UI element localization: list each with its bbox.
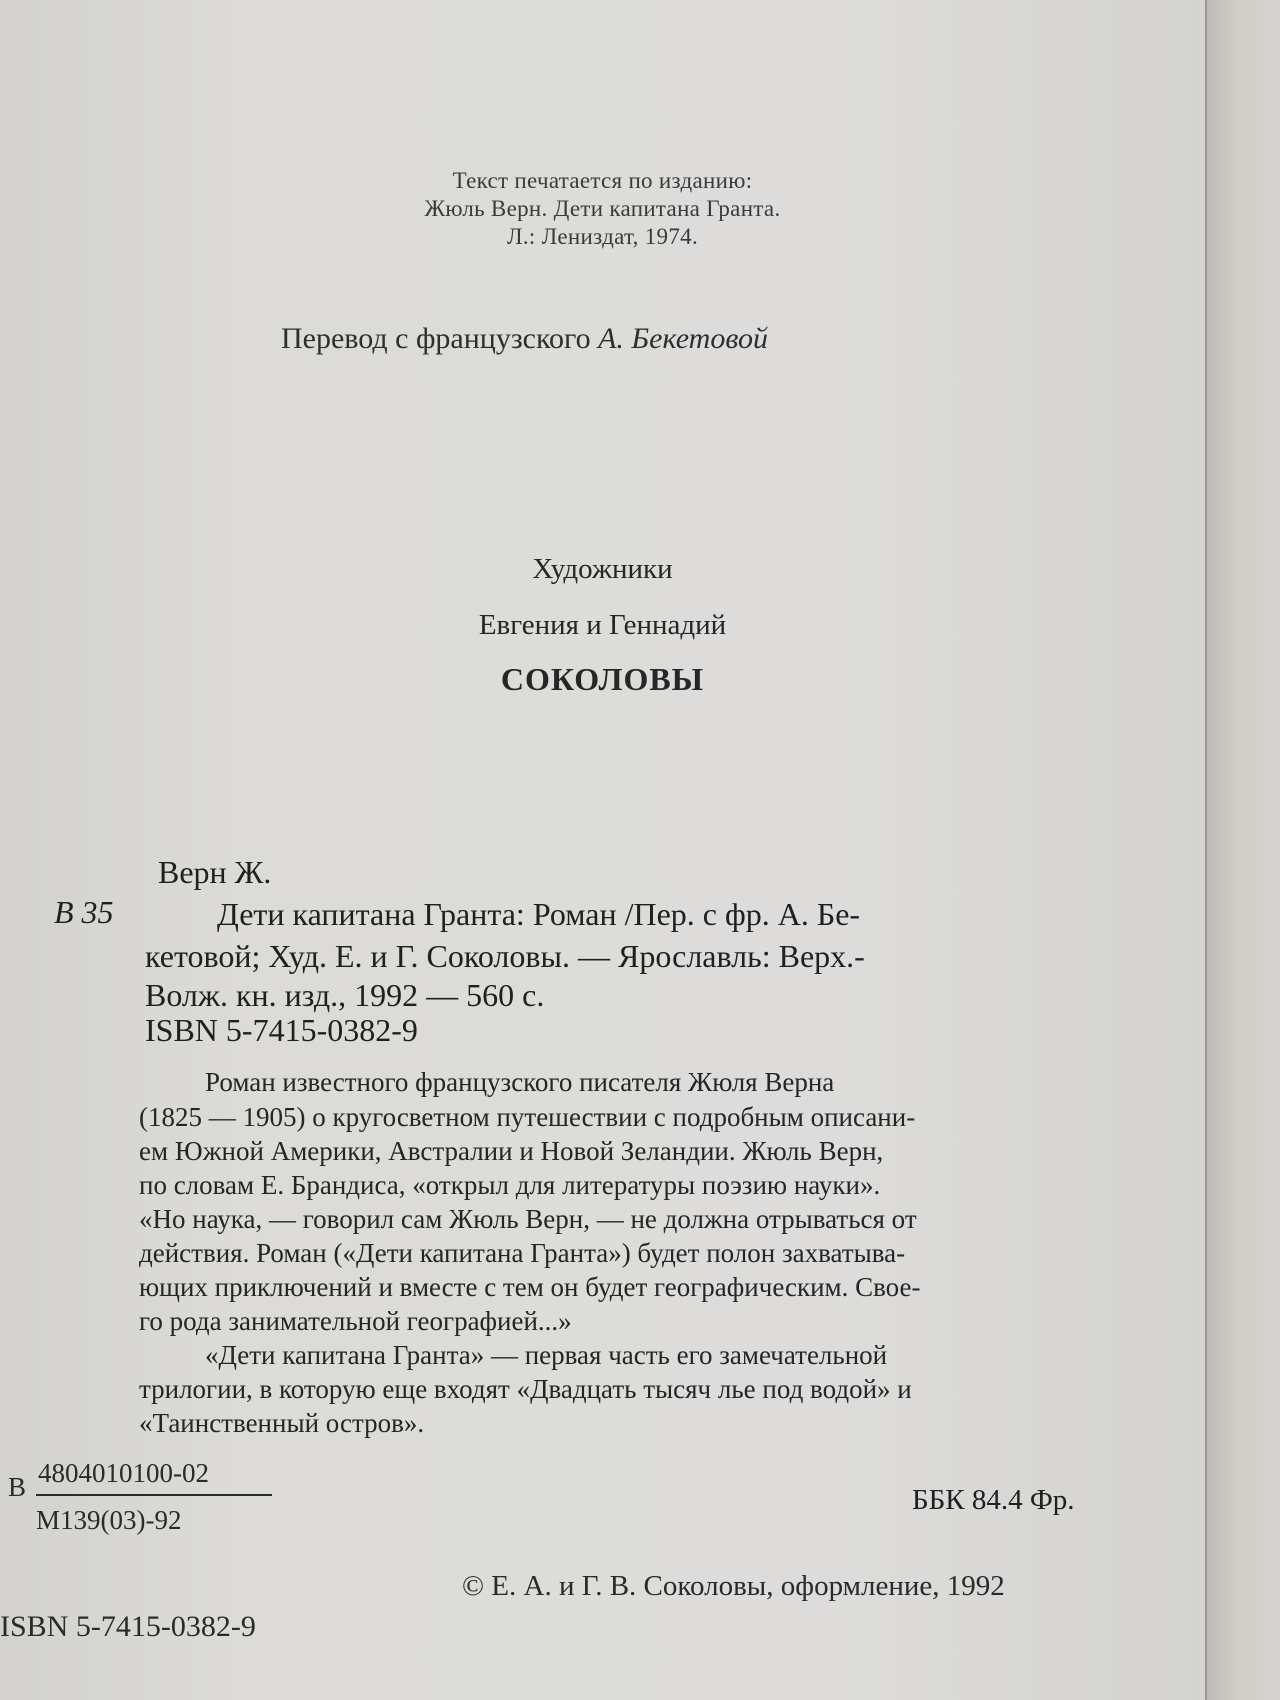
annotation-line-2: (1825 — 1905) о кругосветном путешествии с подробным описани- (139, 1102, 916, 1132)
annotation-line-1: Роман известного французского писателя Жюля Верна (205, 1067, 835, 1097)
bbk-code: ББК 84.4 Фр. (912, 1484, 1075, 1516)
annotation-line-10: трилогии, в которую еще входят «Двадцать тысяч лье под водой» и (139, 1374, 912, 1404)
translator-prefix: Перевод с французского (281, 322, 591, 355)
translator-credit (281, 322, 768, 356)
catalog-author: Верн Ж. (158, 854, 272, 890)
catalog-isbn: ISBN 5-7415-0382-9 (145, 1012, 418, 1048)
bottom-isbn: ISBN 5-7415-0382-9 (0, 1610, 256, 1643)
classification-denominator: М139(03)-92 (36, 1505, 182, 1535)
annotation-line-6: действия. Роман («Дети капитана Гранта») будет полон захватыва- (139, 1238, 906, 1268)
catalog-index: В 35 (54, 894, 114, 930)
catalog-line-2: кетовой; Худ. Е. и Г. Соколовы. — Ярославль: Верх.- (145, 938, 865, 974)
classification-letter: В (8, 1472, 27, 1502)
catalog-line-1: Дети капитана Гранта: Роман /Пер. с фр. А. Бе- (217, 896, 861, 932)
fraction-line (36, 1494, 272, 1496)
annotation-line-7: ющих приключений и вместе с тем он будет географическим. Свое- (139, 1272, 921, 1302)
copyright-notice: © Е. А. и Г. В. Соколовы, оформление, 1992 (462, 1570, 1005, 1602)
adjacent-page (1207, 0, 1280, 1700)
source-note-line-1: Текст печатается по изданию: (452, 168, 753, 193)
classification-numerator: 4804010100-02 (38, 1458, 209, 1488)
annotation-line-11: «Таинственный остров». (139, 1408, 425, 1438)
source-note-line-3: Л.: Лениздат, 1974. (506, 224, 698, 249)
annotation-line-9: «Дети капитана Гранта» — первая часть его замечательной (205, 1340, 888, 1370)
annotation-line-5: «Но наука, — говорил сам Жюль Верн, — не должна отрываться от (139, 1204, 917, 1234)
artists-surname: СОКОЛОВЫ (500, 661, 705, 697)
source-note-line-2: Жюль Верн. Дети капитана Гранта. (424, 196, 781, 221)
annotation-line-3: ем Южной Америки, Австралии и Новой Зеландии. Жюль Верн, (139, 1136, 884, 1166)
annotation-line-8: го рода занимательной географией...» (139, 1306, 572, 1336)
translator-name: А. Бекетовой (598, 322, 768, 355)
catalog-line-3: Волж. кн. изд., 1992 — 560 с. (145, 977, 545, 1013)
artists-label: Художники (532, 553, 673, 585)
annotation-line-4: по словам Е. Брандиса, «открыл для литературы поэзию науки». (139, 1170, 881, 1200)
artists-names: Евгения и Геннадий (478, 609, 727, 641)
